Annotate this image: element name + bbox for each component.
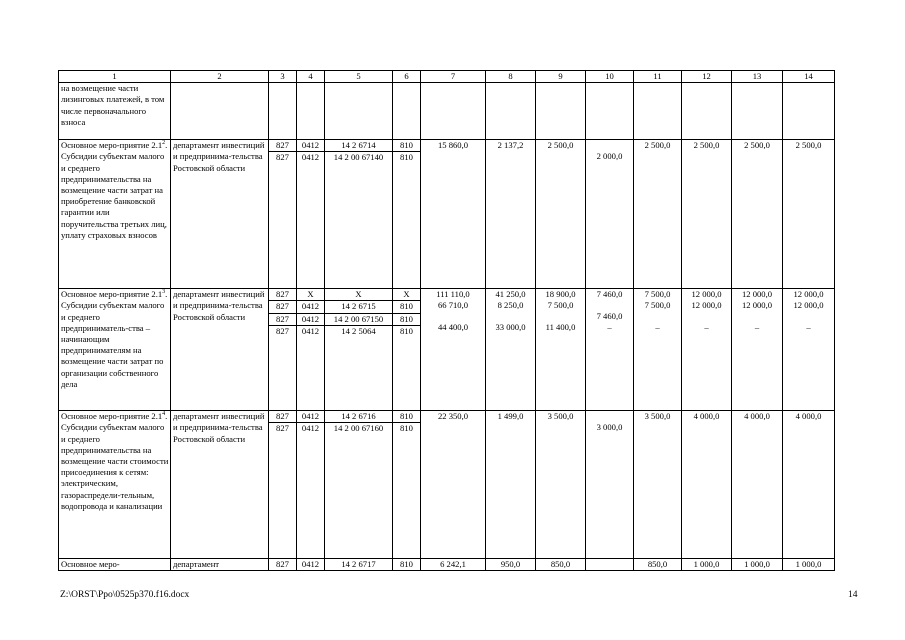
header-cell: 2 bbox=[171, 71, 269, 83]
amount-cell: 7 460,0 bbox=[596, 289, 623, 300]
amount-cell: 15 860,0 bbox=[421, 140, 486, 289]
amount-cell: 33 000,0 bbox=[495, 322, 526, 333]
amount-cell: 4 000,0 bbox=[732, 411, 783, 559]
header-cell: 12 bbox=[682, 71, 732, 83]
admin-code: 827 bbox=[269, 151, 296, 163]
header-cell: 6 bbox=[393, 71, 421, 83]
article-code: 14 2 6715 bbox=[325, 300, 392, 312]
amount-cell: 7 500,0 bbox=[547, 300, 574, 311]
section-code: 0412 bbox=[301, 411, 320, 422]
table-row bbox=[59, 411, 835, 559]
section-code: Х bbox=[307, 289, 314, 300]
amount-cell: 3 500,0 bbox=[536, 411, 586, 559]
section-code: 0412 bbox=[297, 151, 324, 163]
event-name: Основное меро- bbox=[59, 559, 171, 571]
header-row bbox=[59, 71, 835, 83]
header-cell: 3 bbox=[269, 71, 297, 83]
article-code: 14 2 00 67140 bbox=[325, 151, 392, 163]
amount-cell: 2 500,0 bbox=[783, 140, 835, 289]
amount-cell: 950,0 bbox=[486, 559, 536, 571]
amount-cell: 2 500,0 bbox=[536, 140, 586, 289]
amount-cell: 4 000,0 bbox=[783, 411, 835, 559]
executor: департамент инвестиций и предпринима-тельства Ростовской области bbox=[171, 411, 269, 559]
table-row bbox=[59, 559, 835, 571]
article-code: 14 2 00 67160 bbox=[325, 422, 392, 434]
admin-code: 827 bbox=[276, 289, 289, 300]
section-code: 0412 bbox=[297, 325, 324, 337]
amount-cell: 2 500,0 bbox=[682, 140, 732, 289]
event-name: Основное меро-приятие $2.1^2$. Субсидии субъектам малого и среднего предпринимательства на возмещение части затрат на приобретение банковской гарантии или поручительства третьих лиц, уплату страховых взносов bbox=[59, 140, 171, 289]
amount-cell: 7 500,0 bbox=[644, 300, 671, 311]
article-code: 14 2 00 67150 bbox=[325, 313, 392, 325]
amount-cell: 2 000,0 bbox=[596, 151, 623, 162]
amount-cell: 12 000,0 bbox=[741, 289, 773, 300]
amount-cell: – bbox=[607, 322, 612, 333]
amount-cell: 12 000,0 bbox=[691, 300, 722, 311]
header-cell: 7 bbox=[421, 71, 486, 83]
header-cell: 5 bbox=[325, 71, 393, 83]
admin-code: 827 bbox=[269, 422, 296, 434]
amount-cell bbox=[586, 559, 634, 571]
amount-cell: 1 499,0 bbox=[486, 411, 536, 559]
table-row bbox=[59, 289, 835, 411]
admin-code: 827 bbox=[269, 325, 296, 337]
amount-cell: 3 500,0 bbox=[634, 411, 682, 559]
amount-cell: 11 400,0 bbox=[545, 322, 576, 333]
header-cell: 1 bbox=[59, 71, 171, 83]
section-code: 0412 bbox=[297, 422, 324, 434]
amount-cell: 7 460,0 bbox=[596, 311, 623, 322]
section-code: 0412 bbox=[297, 313, 324, 325]
admin-code: 827 bbox=[276, 140, 289, 151]
event-name: на возмещение части лизинговых платежей, в том числе первоначального взноса bbox=[59, 83, 171, 140]
expense-type: 810 bbox=[393, 300, 420, 312]
article-code: 14 2 5064 bbox=[325, 325, 392, 337]
header-cell: 10 bbox=[586, 71, 634, 83]
amount-cell: 1 000,0 bbox=[783, 559, 835, 571]
event-name: Основное меро-приятие $2.1^4$. Субсидии субъектам малого и среднего предпринимательства на возмещение части стоимости присоединения к сетям: электрическим, газораспредели-тельным, водопровода и канализации bbox=[59, 411, 171, 559]
expense-type: 810 bbox=[393, 559, 421, 571]
expense-type: 810 bbox=[393, 151, 420, 163]
expense-type: 810 bbox=[393, 325, 420, 337]
amount-cell: 6 242,1 bbox=[421, 559, 486, 571]
article-code: 14 2 6716 bbox=[341, 411, 376, 422]
header-cell: 14 bbox=[783, 71, 835, 83]
amount-cell: 2 500,0 bbox=[634, 140, 682, 289]
amount-cell: 12 000,0 bbox=[741, 300, 773, 311]
header-cell: 13 bbox=[732, 71, 783, 83]
amount-cell: 4 000,0 bbox=[682, 411, 732, 559]
amount-cell: 12 000,0 bbox=[793, 300, 824, 311]
amount-cell: 850,0 bbox=[536, 559, 586, 571]
expense-type: 810 bbox=[400, 411, 413, 422]
amount-cell: 66 710,0 bbox=[437, 300, 469, 311]
article-code: 14 2 6714 bbox=[341, 140, 376, 151]
header-cell: 4 bbox=[297, 71, 325, 83]
table-row bbox=[59, 83, 835, 140]
executor: департамент инвестиций и предпринима-тельства Ростовской области bbox=[171, 289, 269, 411]
event-name: Основное меро-приятие $2.1^3$. Субсидии субъектам малого и среднего предприниматель-ства – начинающим предпринимателям на возмещение части затрат по организации собственного дела bbox=[59, 289, 171, 411]
section-code: 0412 bbox=[301, 140, 320, 151]
executor: департамент инвестиций и предпринима-тельства Ростовской области bbox=[171, 140, 269, 289]
amount-cell: 111 110,0 bbox=[436, 289, 470, 300]
amount-cell: – bbox=[704, 322, 709, 333]
admin-code: 827 bbox=[269, 313, 296, 325]
expense-type: Х bbox=[403, 289, 410, 300]
amount-cell: 12 000,0 bbox=[691, 289, 722, 300]
amount-cell: 7 500,0 bbox=[644, 289, 671, 300]
amount-cell: 2 500,0 bbox=[732, 140, 783, 289]
amount-cell: 2 137,2 bbox=[486, 140, 536, 289]
amount-cell: 1 000,0 bbox=[732, 559, 783, 571]
amount-cell: – bbox=[806, 322, 811, 333]
admin-code: 827 bbox=[269, 559, 297, 571]
amount-cell: 850,0 bbox=[634, 559, 682, 571]
amount-cell: 22 350,0 bbox=[421, 411, 486, 559]
amount-cell: 8 250,0 bbox=[497, 300, 524, 311]
executor: департамент bbox=[171, 559, 269, 571]
table-row bbox=[59, 140, 835, 289]
admin-code: 827 bbox=[269, 300, 296, 312]
admin-code: 827 bbox=[276, 411, 289, 422]
header-cell: 11 bbox=[634, 71, 682, 83]
expense-type: 810 bbox=[393, 422, 420, 434]
article-code: 14 2 6717 bbox=[325, 559, 393, 571]
file-path-footer: Z:\ORST\Ppo\0525p370.f16.docx bbox=[60, 590, 190, 600]
amount-cell: 12 000,0 bbox=[793, 289, 824, 300]
amount-cell: 41 250,0 bbox=[495, 289, 526, 300]
expense-type: 810 bbox=[400, 140, 413, 151]
header-cell: 8 bbox=[486, 71, 536, 83]
section-code: 0412 bbox=[297, 559, 325, 571]
amount-cell: 18 900,0 bbox=[545, 289, 576, 300]
amount-cell: 44 400,0 bbox=[437, 322, 469, 333]
amount-cell: – bbox=[754, 322, 760, 333]
amount-cell: – bbox=[655, 322, 660, 333]
amount-cell: 3 000,0 bbox=[596, 422, 623, 433]
header-cell: 9 bbox=[536, 71, 586, 83]
page-number: 14 bbox=[848, 590, 858, 600]
article-code: Х bbox=[355, 289, 362, 300]
budget-table bbox=[58, 70, 835, 571]
section-code: 0412 bbox=[297, 300, 324, 312]
expense-type: 810 bbox=[393, 313, 420, 325]
amount-cell: 1 000,0 bbox=[682, 559, 732, 571]
